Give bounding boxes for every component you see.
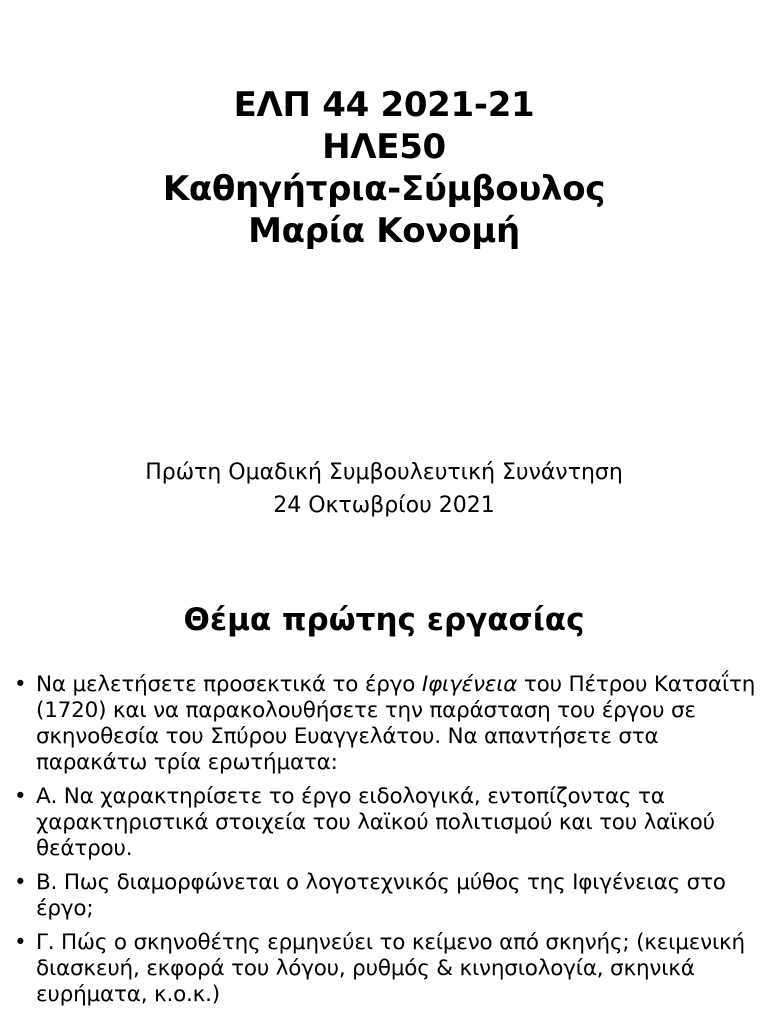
title-line-module: ΗΛΕ50 (322, 127, 446, 167)
assignment-title: Θέμα πρώτης εργασίας (183, 602, 585, 638)
bullet-icon: • (14, 930, 27, 955)
subtitle-date: 24 Οκτωβρίου 2021 (273, 493, 495, 518)
bullet-icon: • (14, 870, 27, 895)
slide-title (0, 84, 768, 252)
bullet-question-a (14, 784, 764, 862)
bullet-intro-text-start: Να μελετήσετε προσεκτικά το έργο (36, 672, 422, 697)
assignment-bullet-list (14, 672, 764, 1016)
assignment-slide (0, 560, 768, 1024)
title-line-role: Καθηγήτρια-Σύμβουλος (162, 169, 606, 209)
subtitle-meeting: Πρώτη Ομαδική Συμβουλευτική Συνάντηση (145, 460, 623, 485)
bullet-question-a-text: Α. Να χαρακτηρίσετε το έργο ειδολογικά, εντοπίζοντας τα χαρακτηριστικά στοιχεία του λαϊκού πολιτισμού και του λαϊκού θεάτρου. (36, 784, 715, 861)
title-line-name: Μαρία Κονομή (248, 211, 520, 251)
bullet-icon: • (14, 672, 27, 697)
bullet-intro (14, 672, 764, 776)
bullet-intro-work-title: Ιφιγένεια (421, 672, 518, 697)
bullet-question-c-text: Γ. Πώς ο σκηνοθέτης ερμηνεύει το κείμενο από σκηνής; (κειμενική διασκευή, εκφορά του λόγου, ρυθμός & κινησιολογία, σκηνικά ευρήματα, κ.ο.κ.) (36, 930, 745, 1007)
bullet-question-b (14, 870, 764, 922)
bullet-question-b-text: Β. Πως διαμορφώνεται ο λογοτεχνικός μύθος της Ιφιγένειας στο έργο; (36, 870, 726, 921)
bullet-intro-text-end: του Πέτρου Κατσαΐτη (1720) και να παρακολουθήσετε την παράσταση του έργου σε σκηνοθεσία του Σπύρου Ευαγγελάτου. Να απαντήσετε στα παρακάτω τρία ερωτήματα: (36, 672, 756, 775)
slide-subtitle (0, 456, 768, 522)
bullet-icon: • (14, 784, 27, 809)
bullet-question-c (14, 930, 764, 1008)
title-line-course: ΕΛΠ 44 2021-21 (233, 85, 535, 125)
